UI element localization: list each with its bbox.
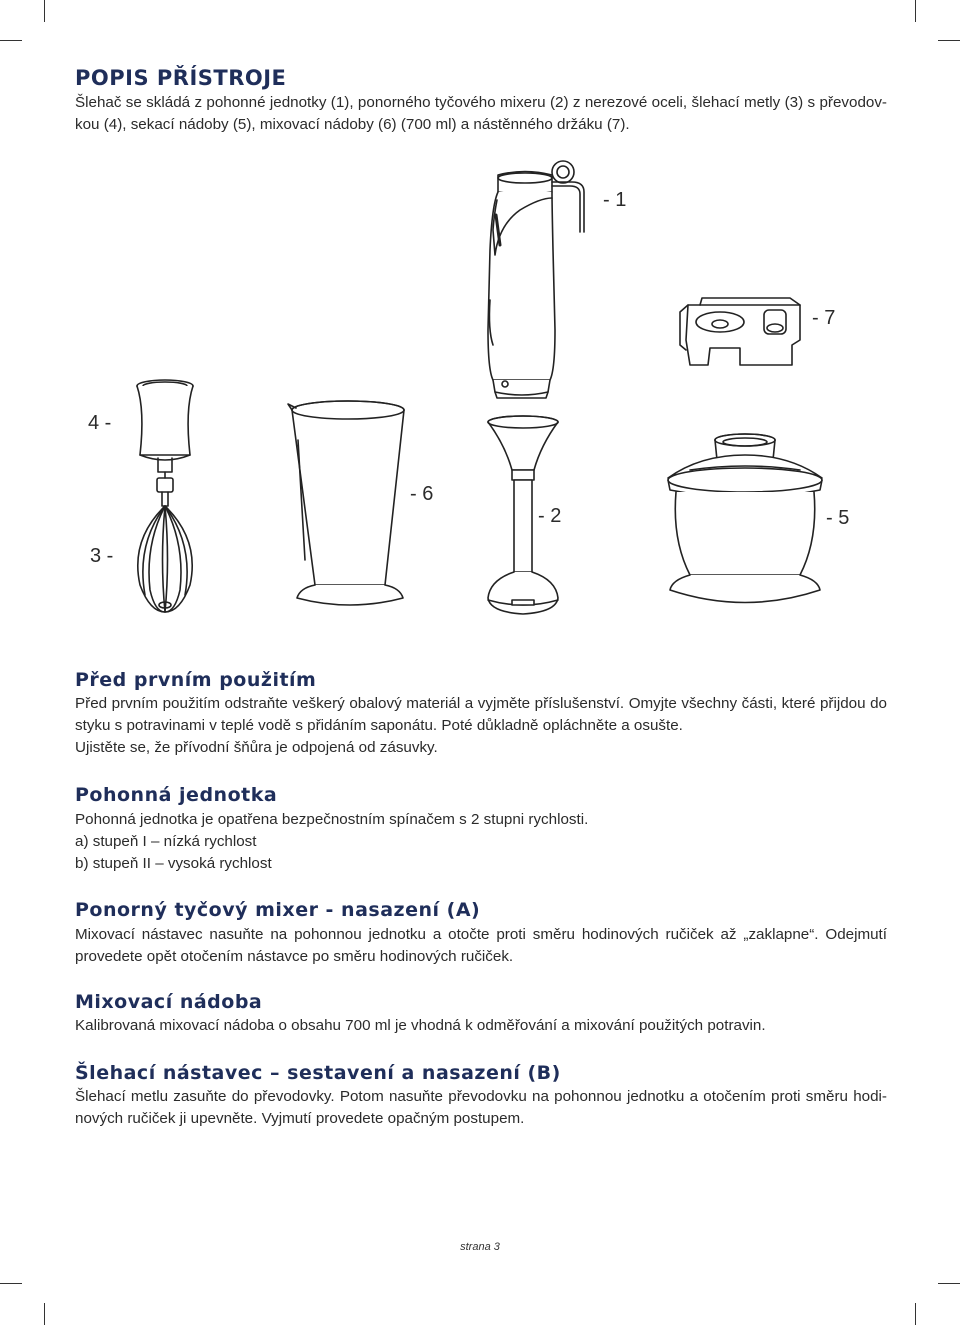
text-line: nových ručiček ji upevněte. Vyjmutí provedete opačným postupem. — [75, 1110, 525, 1127]
page-number: strana 3 — [460, 1241, 500, 1253]
text-line: provedete opět otočením nástavce po směru hodinových ručiček. — [75, 948, 514, 965]
section-title-stick-mixer: Ponorný tyčový mixer - nasazení (A) — [75, 899, 481, 921]
text-line: b) stupeň II – vysoká rychlost — [75, 855, 272, 872]
text-line: Šlehač se skládá z pohonné jednotky (1), ponorného tyčového mixeru (2) z nerezové oceli, šlehací metly (3) s převodov- — [75, 94, 887, 111]
crop-mark — [0, 1283, 22, 1284]
section-title-first-use: Před prvním použitím — [75, 669, 317, 691]
page-heading: POPIS PŘÍSTROJE — [75, 66, 287, 90]
part-label-4: 4 - — [88, 412, 112, 434]
section-title-motor-unit: Pohonná jednotka — [75, 784, 278, 806]
part-label-7: - 7 — [812, 307, 836, 329]
part-label-5: - 5 — [826, 507, 850, 529]
section-text-motor-unit — [75, 809, 887, 875]
crop-mark — [938, 40, 960, 41]
crop-mark — [938, 1283, 960, 1284]
text-line: kou (4), sekací nádoby (5), mixovací nádoby (6) (700 ml) a nástěnného držáku (7). — [75, 116, 630, 133]
text-line: styku s potravinami v teplé vodě s přidáním saponátu. Poté důkladně opláchněte a osušte. — [75, 717, 683, 734]
text-line: Mixovací nástavec nasuňte na pohonnou jednotku a otočte proti směru hodinových ručiček až „zaklapne“. Odejmutí — [75, 926, 887, 943]
part-label-3: 3 - — [90, 545, 114, 567]
text-line: Pohonná jednotka je opatřena bezpečnostním spínačem s 2 stupni rychlosti. — [75, 811, 589, 828]
intro-paragraph — [75, 92, 887, 136]
text-line: Ujistěte se, že přívodní šňůra je odpojená od zásuvky. — [75, 739, 438, 756]
section-title-whisk-attachment: Šlehací nástavec – sestavení a nasazení (B) — [75, 1062, 561, 1084]
crop-mark — [44, 0, 45, 22]
text-line: Kalibrovaná mixovací nádoba o obsahu 700 ml je vhodná k odměřování a mixování použitých potravin. — [75, 1017, 766, 1034]
crop-mark — [915, 1303, 916, 1325]
gearbox-drawing — [137, 380, 193, 472]
part-label-2: - 2 — [538, 505, 562, 527]
wall-holder-drawing — [680, 298, 800, 365]
crop-mark — [0, 40, 22, 41]
text-line: Před prvním použitím odstraňte veškerý obalový materiál a vyjměte příslušenství. Omyjte všechny části, které přijdou do — [75, 695, 887, 712]
section-text-first-use — [75, 693, 887, 759]
whisk-drawing — [138, 472, 192, 612]
motor-unit-drawing — [488, 161, 584, 398]
section-title-mixing-beaker: Mixovací nádoba — [75, 991, 263, 1013]
beaker-drawing — [288, 401, 404, 605]
crop-mark — [915, 0, 916, 22]
text-line: a) stupeň I – nízká rychlost — [75, 833, 257, 850]
section-text-whisk-attachment — [75, 1086, 887, 1130]
chopper-bowl-drawing — [668, 434, 822, 603]
section-text-mixing-beaker — [75, 1015, 887, 1037]
part-label-1: - 1 — [603, 189, 627, 211]
section-text-stick-mixer — [75, 924, 887, 968]
text-line: Šlehací metlu zasuňte do převodovky. Potom nasuňte převodovku na pohonnou jednotku a otočením proti směru hodi- — [75, 1088, 887, 1105]
parts-illustration — [0, 150, 960, 640]
part-label-6: - 6 — [410, 483, 434, 505]
crop-mark — [44, 1303, 45, 1325]
